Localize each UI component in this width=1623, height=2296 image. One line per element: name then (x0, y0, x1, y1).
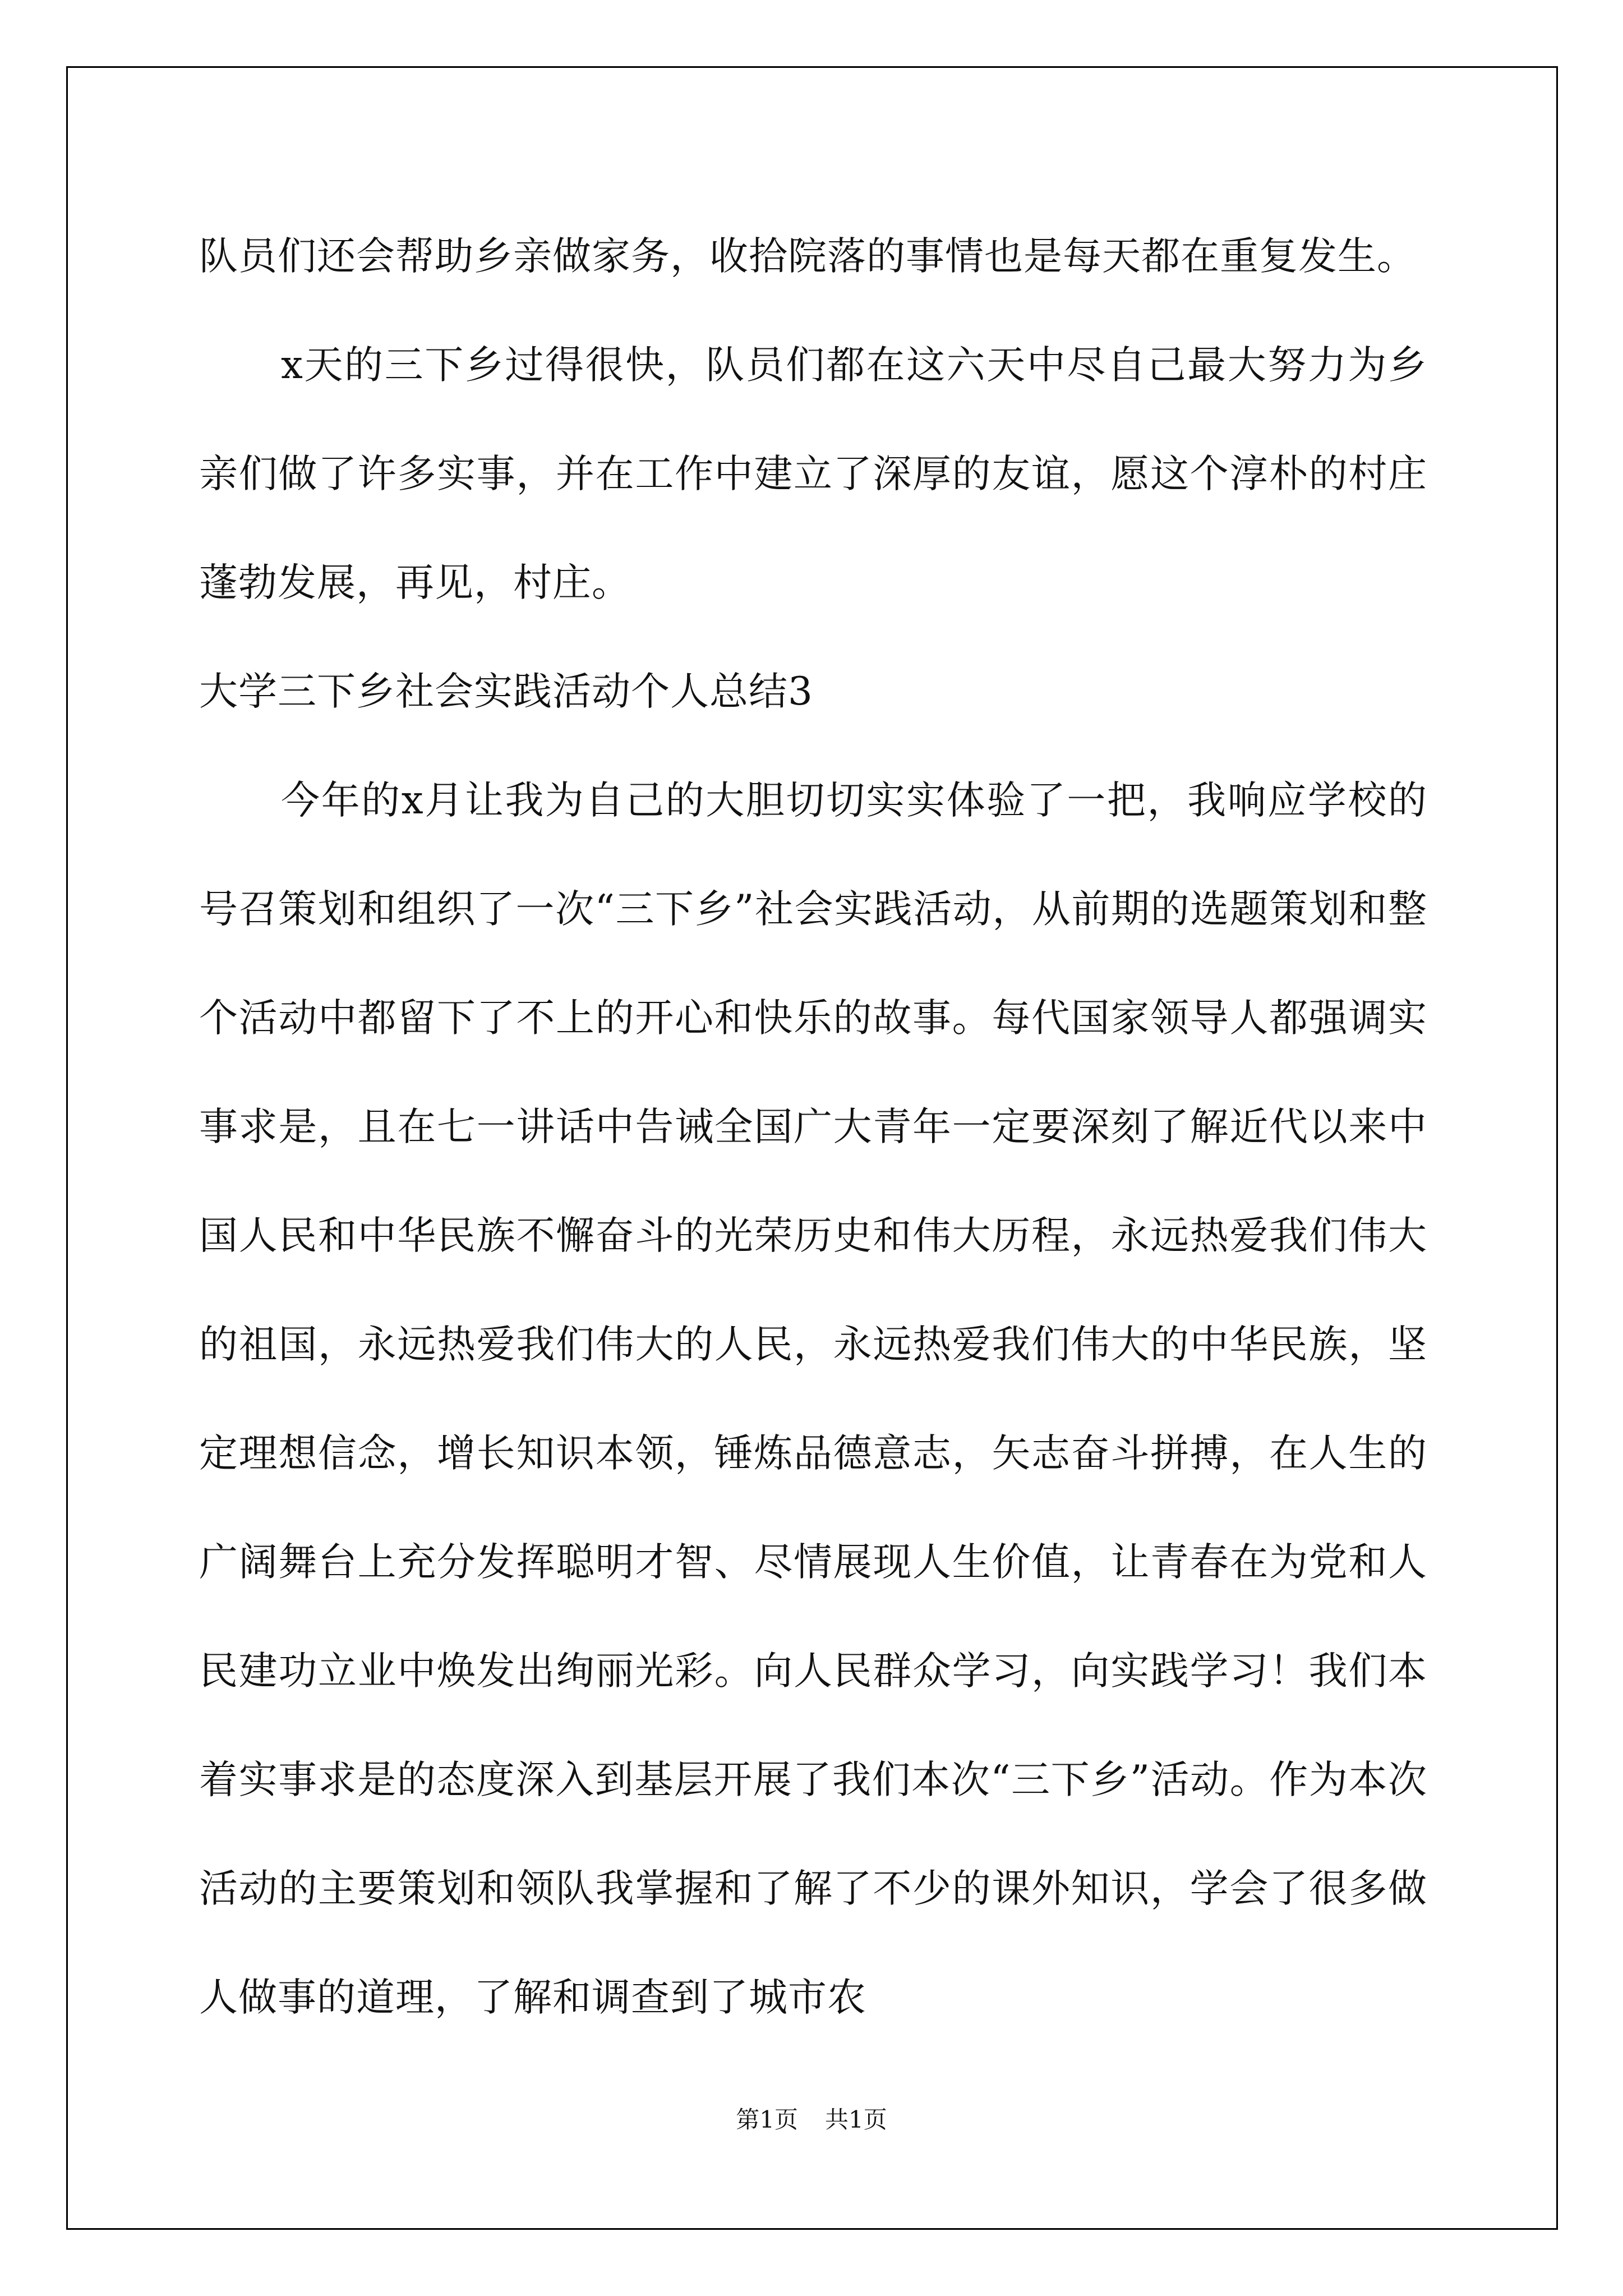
paragraph-summary: x天的三下乡过得很快，队员们都在这六天中尽自己最大努力为乡亲们做了许多实事，并在工作中建立了深厚的友谊，愿这个淳朴的村庄蓬勃发展，再见，村庄。 (199, 343, 1427, 605)
paragraph-continued: 队员们还会帮助乡亲做家务，收拾院落的事情也是每天都在重复发生。 (199, 234, 1416, 279)
page-footer (0, 2101, 1623, 2135)
page-number: 第1页 (736, 2106, 798, 2133)
page-total: 共1页 (825, 2106, 887, 2133)
section-heading: 大学三下乡社会实践活动个人总结3 (199, 669, 813, 714)
paragraph-main: 今年的x月让我为自己的大胆切切实实体验了一把，我响应学校的号召策划和组织了一次“三下乡”社会实践活动，从前期的选题策划和整个活动中都留下了不上的开心和快乐的故事。每代国家领导人都强调实事求是，且在七一讲话中告诫全国广大青年一定要深刻了解近代以来中国人民和中华民族不懈奋斗的光荣历史和伟大历程，永远热爱我们伟大的祖国，永远热爱我们伟大的人民，永远热爱我们伟大的中华民族，坚定理想信念，增长知识本领，锤炼品德意志，矢志奋斗拼搏，在人生的广阔舞台上充分发挥聪明才智、尽情展现人生价值，让青春在为党和人民建功立业中焕发出绚丽光彩。向人民群众学习，向实践学习！我们本着实事求是的态度深入到基层开展了我们本次“三下乡”活动。作为本次活动的主要策划和领队我掌握和了解了不少的课外知识，学会了很多做人做事的道理，了解和调查到了城市农 (199, 778, 1427, 2020)
document-body (199, 202, 1427, 2052)
